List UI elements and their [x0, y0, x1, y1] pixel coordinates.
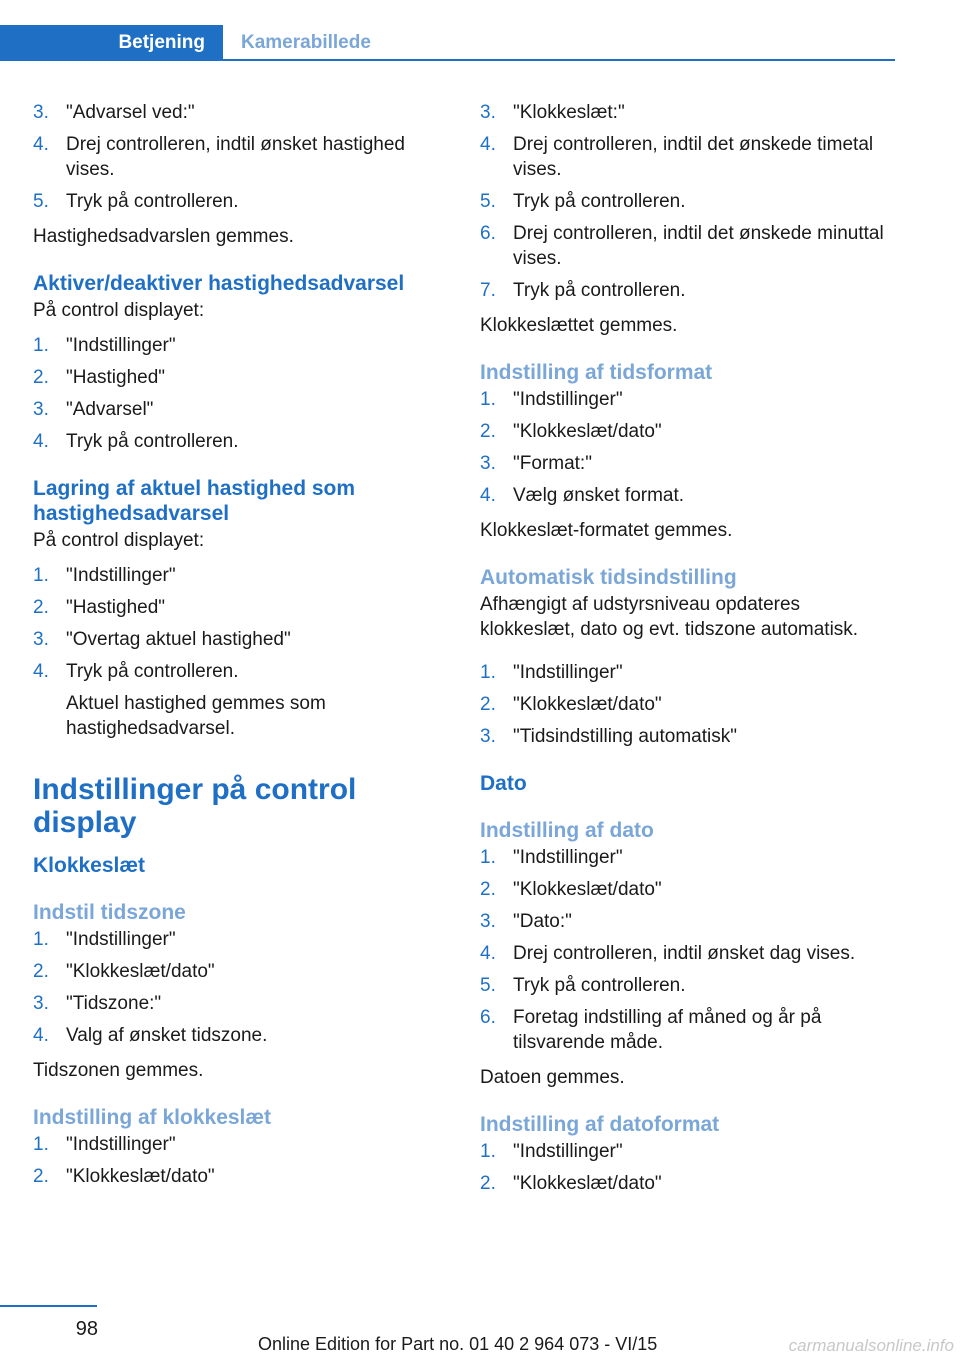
list-item	[33, 659, 445, 741]
list-item-number: 2.	[480, 421, 496, 442]
steps-list	[480, 100, 892, 303]
subsection-heading: Indstilling af tidsformat	[480, 361, 713, 384]
list-item	[480, 660, 892, 685]
list-item-text: "Indstillinger"	[513, 662, 623, 683]
list-item-number: 1.	[33, 929, 49, 950]
list-item	[33, 333, 445, 358]
steps-list	[33, 1132, 445, 1189]
list-item-number: 3.	[480, 726, 496, 747]
list-item-number: 4.	[33, 134, 49, 155]
list-item-number: 2.	[33, 597, 49, 618]
list-item-number: 3.	[33, 102, 49, 123]
list-item-number: 1.	[480, 389, 496, 410]
list-item-number: 4.	[480, 943, 496, 964]
list-item-text: "Hastighed"	[66, 367, 166, 388]
list-item	[480, 1005, 892, 1055]
list-item-text: Tryk på controlleren.	[66, 191, 239, 212]
subsection-heading: Indstilling af datoformat	[480, 1113, 720, 1136]
list-item-number: 1.	[480, 1141, 496, 1162]
list-item-text: "Klokkeslæt/dato"	[513, 879, 662, 900]
result-text: Klokkeslæt-formatet gemmes.	[480, 520, 733, 541]
tab-betjening[interactable]: Betjening	[0, 25, 223, 61]
list-item	[33, 100, 445, 125]
list-item-number: 1.	[480, 662, 496, 683]
list-item-text: Drej controlleren, indtil ønsket hastighed vises.	[66, 134, 406, 180]
list-item	[33, 627, 445, 652]
list-item-text: "Klokkeslæt/dato"	[513, 1173, 662, 1194]
list-item	[480, 909, 892, 934]
list-item	[480, 451, 892, 476]
list-item-note: Aktuel hastighed gemmes som hastighedsadvarsel.	[66, 693, 326, 739]
list-item	[480, 278, 892, 303]
footer-rule	[0, 1305, 97, 1307]
list-item-number: 6.	[480, 1007, 496, 1028]
list-item-text: "Format:"	[513, 453, 592, 474]
subsection-heading: Indstil tidszone	[33, 901, 186, 924]
list-item-text: "Klokkeslæt/dato"	[66, 1166, 215, 1187]
list-item-number: 5.	[480, 975, 496, 996]
list-item	[480, 724, 892, 749]
list-item-text: "Overtag aktuel hastighed"	[66, 629, 291, 650]
watermark-text: carmanualsonline.info	[788, 1336, 954, 1355]
list-item-text: Tryk på controlleren.	[66, 431, 239, 452]
list-item-text: "Indstillinger"	[513, 847, 623, 868]
list-item-number: 4.	[33, 431, 49, 452]
list-item	[480, 941, 892, 966]
list-item	[480, 845, 892, 870]
list-item-number: 3.	[33, 629, 49, 650]
steps-list	[480, 845, 892, 1055]
list-item-number: 5.	[480, 191, 496, 212]
list-item	[33, 132, 445, 182]
right-column	[480, 100, 892, 1206]
list-item-text: "Klokkeslæt/dato"	[513, 421, 662, 442]
result-text: Hastighedsadvarslen gemmes.	[33, 226, 294, 247]
section-heading: Dato	[480, 772, 527, 795]
header-bar	[0, 25, 895, 61]
list-item-number: 3.	[33, 399, 49, 420]
steps-list	[33, 333, 445, 454]
list-item-text: "Indstillinger"	[513, 1141, 623, 1162]
intro-text: Afhængigt af udstyrsniveau opdateres klokkeslæt, dato og evt. tidszone automatisk.	[480, 594, 859, 640]
list-item-number: 3.	[480, 102, 496, 123]
list-item-number: 2.	[480, 1173, 496, 1194]
list-item	[33, 365, 445, 390]
list-item-number: 4.	[33, 661, 49, 682]
list-item	[480, 387, 892, 412]
list-item-text: "Klokkeslæt:"	[513, 102, 625, 123]
result-text: Klokkeslættet gemmes.	[480, 315, 678, 336]
list-item-number: 1.	[33, 565, 49, 586]
list-item-number: 2.	[480, 879, 496, 900]
list-item-text: "Tidsindstilling automatisk"	[513, 726, 737, 747]
list-item	[480, 100, 892, 125]
edition-text: Online Edition for Part no. 01 40 2 964 073 - VI/15	[258, 1334, 658, 1354]
left-column	[33, 100, 445, 1199]
list-item	[33, 927, 445, 952]
list-item-number: 3.	[33, 993, 49, 1014]
list-item-text: "Klokkeslæt/dato"	[513, 694, 662, 715]
steps-list	[33, 563, 445, 741]
list-item-text: Tryk på controlleren.	[513, 191, 686, 212]
list-item-text: "Indstillinger"	[66, 565, 176, 586]
list-item-number: 2.	[33, 961, 49, 982]
list-item-text: "Advarsel ved:"	[66, 102, 195, 123]
list-item-text: Valg af ønsket tidszone.	[66, 1025, 268, 1046]
steps-list	[33, 100, 445, 214]
list-item	[480, 877, 892, 902]
list-item	[480, 1139, 892, 1164]
list-item-number: 1.	[33, 1134, 49, 1155]
list-item-text: "Indstillinger"	[66, 335, 176, 356]
list-item-text: "Dato:"	[513, 911, 572, 932]
tab-kamerabillede[interactable]: Kamerabillede	[241, 32, 371, 53]
list-item-number: 3.	[480, 911, 496, 932]
list-item-number: 7.	[480, 280, 496, 301]
list-item	[480, 132, 892, 182]
list-item	[33, 991, 445, 1016]
list-item	[33, 563, 445, 588]
list-item-text: Tryk på controlleren.	[66, 661, 239, 682]
chapter-title: Indstillinger på control display	[33, 773, 357, 839]
list-item-text: Drej controlleren, indtil det ønskede timetal vises.	[513, 134, 874, 180]
list-item	[480, 483, 892, 508]
list-item-number: 2.	[480, 694, 496, 715]
list-item-number: 5.	[33, 191, 49, 212]
list-item-number: 3.	[480, 453, 496, 474]
list-item	[480, 419, 892, 444]
list-item-text: Drej controlleren, indtil ønsket dag vises.	[513, 943, 856, 964]
list-item	[33, 1132, 445, 1157]
list-item-text: "Indstillinger"	[513, 389, 623, 410]
list-item	[480, 189, 892, 214]
section-heading: Aktiver/deaktiver hastighedsadvarsel	[33, 272, 405, 295]
list-item-number: 4.	[33, 1025, 49, 1046]
list-item-number: 2.	[33, 367, 49, 388]
list-item-text: "Indstillinger"	[66, 929, 176, 950]
list-item-text: "Hastighed"	[66, 597, 166, 618]
list-item-text: Tryk på controlleren.	[513, 280, 686, 301]
list-item-number: 1.	[33, 335, 49, 356]
list-item	[33, 595, 445, 620]
list-item	[33, 1023, 445, 1048]
list-item-text: "Indstillinger"	[66, 1134, 176, 1155]
page-number: 98	[75, 1318, 98, 1340]
section-heading: Lagring af aktuel hastighed som hastighedsadvarsel	[33, 477, 356, 525]
list-item-text: "Advarsel"	[66, 399, 154, 420]
list-item-text: "Tidszone:"	[66, 993, 162, 1014]
list-item	[33, 959, 445, 984]
subsection-heading: Indstilling af dato	[480, 819, 654, 842]
list-item-text: Drej controlleren, indtil det ønskede minuttal vises.	[513, 223, 884, 269]
steps-list	[480, 387, 892, 508]
list-item	[33, 397, 445, 422]
list-item-text: "Klokkeslæt/dato"	[66, 961, 215, 982]
list-item	[480, 973, 892, 998]
steps-list	[480, 660, 892, 749]
header-rule	[0, 59, 895, 61]
intro-text: På control displayet:	[33, 530, 205, 551]
list-item	[33, 1164, 445, 1189]
list-item	[480, 1171, 892, 1196]
subsection-heading: Indstilling af klokkeslæt	[33, 1106, 272, 1129]
list-item	[480, 221, 892, 271]
list-item-number: 1.	[480, 847, 496, 868]
list-item-text: Foretag indstilling af måned og år på tilsvarende måde.	[513, 1007, 822, 1053]
list-item-number: 2.	[33, 1166, 49, 1187]
result-text: Tidszonen gemmes.	[33, 1060, 204, 1081]
list-item	[33, 429, 445, 454]
list-item-number: 4.	[480, 134, 496, 155]
intro-text: På control displayet:	[33, 300, 205, 321]
list-item-text: Tryk på controlleren.	[513, 975, 686, 996]
list-item-number: 6.	[480, 223, 496, 244]
subsection-heading: Automatisk tidsindstilling	[480, 566, 737, 589]
list-item-number: 4.	[480, 485, 496, 506]
list-item	[33, 189, 445, 214]
list-item-text: Vælg ønsket format.	[513, 485, 685, 506]
result-text: Datoen gemmes.	[480, 1067, 625, 1088]
steps-list	[480, 1139, 892, 1196]
section-heading: Klokkeslæt	[33, 854, 146, 877]
steps-list	[33, 927, 445, 1048]
list-item	[480, 692, 892, 717]
